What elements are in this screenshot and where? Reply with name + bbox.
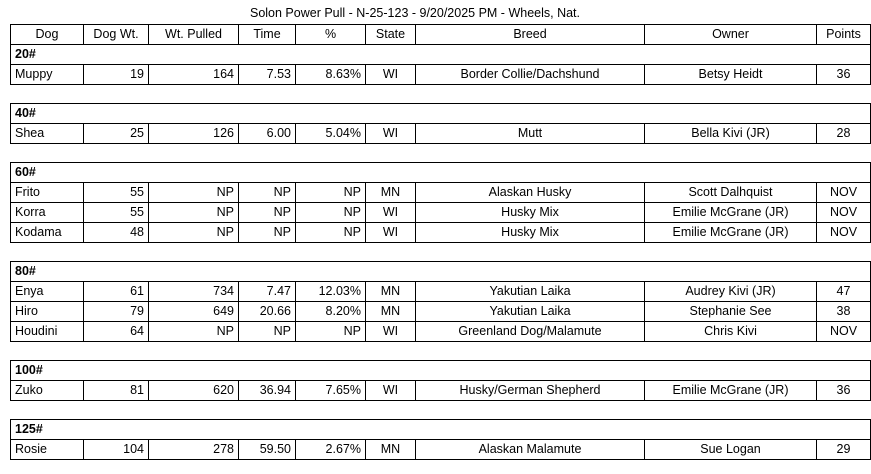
dog-cell: Kodama	[11, 223, 84, 243]
percent-cell: 7.65%	[296, 381, 366, 401]
group-spacer	[11, 401, 871, 420]
time-cell: 6.00	[239, 124, 296, 144]
table-row	[11, 282, 871, 302]
points-cell: 38	[817, 302, 871, 322]
weight-class-row	[11, 361, 871, 381]
points-cell: 29	[817, 440, 871, 460]
table-row	[11, 302, 871, 322]
owner-cell: Audrey Kivi (JR)	[645, 282, 817, 302]
percent-cell: 12.03%	[296, 282, 366, 302]
time-cell: 7.47	[239, 282, 296, 302]
group-spacer-cell	[11, 401, 871, 420]
dog-cell: Muppy	[11, 65, 84, 85]
weight-pulled-cell: NP	[149, 183, 239, 203]
dog-cell: Houdini	[11, 322, 84, 342]
breed-cell: Border Collie/Dachshund	[416, 65, 645, 85]
percent-cell: NP	[296, 223, 366, 243]
table-row	[11, 65, 871, 85]
table-row	[11, 203, 871, 223]
breed-cell: Mutt	[416, 124, 645, 144]
dog-weight-cell: 104	[84, 440, 149, 460]
owner-cell: Scott Dalhquist	[645, 183, 817, 203]
owner-cell: Bella Kivi (JR)	[645, 124, 817, 144]
breed-cell: Greenland Dog/Malamute	[416, 322, 645, 342]
state-cell: WI	[366, 322, 416, 342]
weight-pulled-cell: 620	[149, 381, 239, 401]
weight-class-row	[11, 163, 871, 183]
points-cell: 36	[817, 381, 871, 401]
table-row	[11, 124, 871, 144]
group-spacer	[11, 144, 871, 163]
owner-cell: Stephanie See	[645, 302, 817, 322]
dog-cell: Korra	[11, 203, 84, 223]
breed-cell: Alaskan Husky	[416, 183, 645, 203]
col-dog-weight-header: Dog Wt.	[84, 25, 149, 45]
state-cell: MN	[366, 440, 416, 460]
dog-cell: Enya	[11, 282, 84, 302]
owner-cell: Betsy Heidt	[645, 65, 817, 85]
owner-cell: Emilie McGrane (JR)	[645, 203, 817, 223]
breed-cell: Yakutian Laika	[416, 302, 645, 322]
points-cell: NOV	[817, 223, 871, 243]
state-cell: MN	[366, 183, 416, 203]
points-cell: NOV	[817, 322, 871, 342]
owner-cell: Chris Kivi	[645, 322, 817, 342]
breed-cell: Yakutian Laika	[416, 282, 645, 302]
dog-weight-cell: 61	[84, 282, 149, 302]
col-state-header: State	[366, 25, 416, 45]
col-time-header: Time	[239, 25, 296, 45]
col-owner-header: Owner	[645, 25, 817, 45]
state-cell: WI	[366, 203, 416, 223]
group-spacer	[11, 85, 871, 104]
weight-class-label: 60#	[11, 163, 871, 183]
weight-pulled-cell: 734	[149, 282, 239, 302]
state-cell: WI	[366, 223, 416, 243]
weight-class-row	[11, 104, 871, 124]
weight-class-row	[11, 262, 871, 282]
breed-cell: Husky Mix	[416, 223, 645, 243]
weight-pulled-cell: 649	[149, 302, 239, 322]
percent-cell: 2.67%	[296, 440, 366, 460]
time-cell: 7.53	[239, 65, 296, 85]
weight-class-label: 20#	[11, 45, 871, 65]
dog-weight-cell: 55	[84, 183, 149, 203]
dog-cell: Shea	[11, 124, 84, 144]
state-cell: MN	[366, 302, 416, 322]
points-cell: NOV	[817, 203, 871, 223]
table-body	[11, 45, 871, 460]
group-spacer-cell	[11, 144, 871, 163]
dog-weight-cell: 79	[84, 302, 149, 322]
col-breed-header: Breed	[416, 25, 645, 45]
percent-cell: NP	[296, 322, 366, 342]
state-cell: WI	[366, 381, 416, 401]
weight-pulled-cell: 164	[149, 65, 239, 85]
time-cell: NP	[239, 223, 296, 243]
weight-class-label: 40#	[11, 104, 871, 124]
time-cell: 36.94	[239, 381, 296, 401]
percent-cell: NP	[296, 183, 366, 203]
points-cell: 28	[817, 124, 871, 144]
weight-pulled-cell: 278	[149, 440, 239, 460]
table-row	[11, 440, 871, 460]
sheet-title: Solon Power Pull - N-25-123 - 9/20/2025 PM - Wheels, Nat.	[249, 6, 580, 20]
group-spacer-cell	[11, 243, 871, 262]
table-row	[11, 183, 871, 203]
dog-weight-cell: 64	[84, 322, 149, 342]
weight-class-label: 80#	[11, 262, 871, 282]
owner-cell: Emilie McGrane (JR)	[645, 381, 817, 401]
weight-class-row	[11, 45, 871, 65]
time-cell: 59.50	[239, 440, 296, 460]
time-cell: NP	[239, 183, 296, 203]
dog-weight-cell: 25	[84, 124, 149, 144]
state-cell: WI	[366, 124, 416, 144]
dog-cell: Zuko	[11, 381, 84, 401]
table-row	[11, 223, 871, 243]
results-table	[10, 24, 871, 460]
group-spacer-cell	[11, 342, 871, 361]
state-cell: WI	[366, 65, 416, 85]
breed-cell: Husky Mix	[416, 203, 645, 223]
points-cell: NOV	[817, 183, 871, 203]
weight-pulled-cell: NP	[149, 203, 239, 223]
col-points-header: Points	[817, 25, 871, 45]
dog-cell: Frito	[11, 183, 84, 203]
table-row	[11, 381, 871, 401]
breed-cell: Alaskan Malamute	[416, 440, 645, 460]
dog-weight-cell: 48	[84, 223, 149, 243]
dog-weight-cell: 19	[84, 65, 149, 85]
group-spacer	[11, 243, 871, 262]
weight-class-row	[11, 420, 871, 440]
header-row	[11, 25, 871, 45]
time-cell: NP	[239, 203, 296, 223]
col-weight-pulled-header: Wt. Pulled	[149, 25, 239, 45]
state-cell: MN	[366, 282, 416, 302]
col-percent-header: %	[296, 25, 366, 45]
group-spacer-cell	[11, 85, 871, 104]
points-cell: 36	[817, 65, 871, 85]
weight-class-label: 100#	[11, 361, 871, 381]
time-cell: NP	[239, 322, 296, 342]
dog-cell: Hiro	[11, 302, 84, 322]
table-row	[11, 322, 871, 342]
percent-cell: NP	[296, 203, 366, 223]
time-cell: 20.66	[239, 302, 296, 322]
dog-cell: Rosie	[11, 440, 84, 460]
dog-weight-cell: 81	[84, 381, 149, 401]
percent-cell: 8.63%	[296, 65, 366, 85]
breed-cell: Husky/German Shepherd	[416, 381, 645, 401]
percent-cell: 5.04%	[296, 124, 366, 144]
col-dog-header: Dog	[11, 25, 84, 45]
owner-cell: Sue Logan	[645, 440, 817, 460]
group-spacer	[11, 342, 871, 361]
dog-weight-cell: 55	[84, 203, 149, 223]
weight-pulled-cell: 126	[149, 124, 239, 144]
weight-pulled-cell: NP	[149, 223, 239, 243]
weight-pulled-cell: NP	[149, 322, 239, 342]
points-cell: 47	[817, 282, 871, 302]
weight-class-label: 125#	[11, 420, 871, 440]
percent-cell: 8.20%	[296, 302, 366, 322]
owner-cell: Emilie McGrane (JR)	[645, 223, 817, 243]
